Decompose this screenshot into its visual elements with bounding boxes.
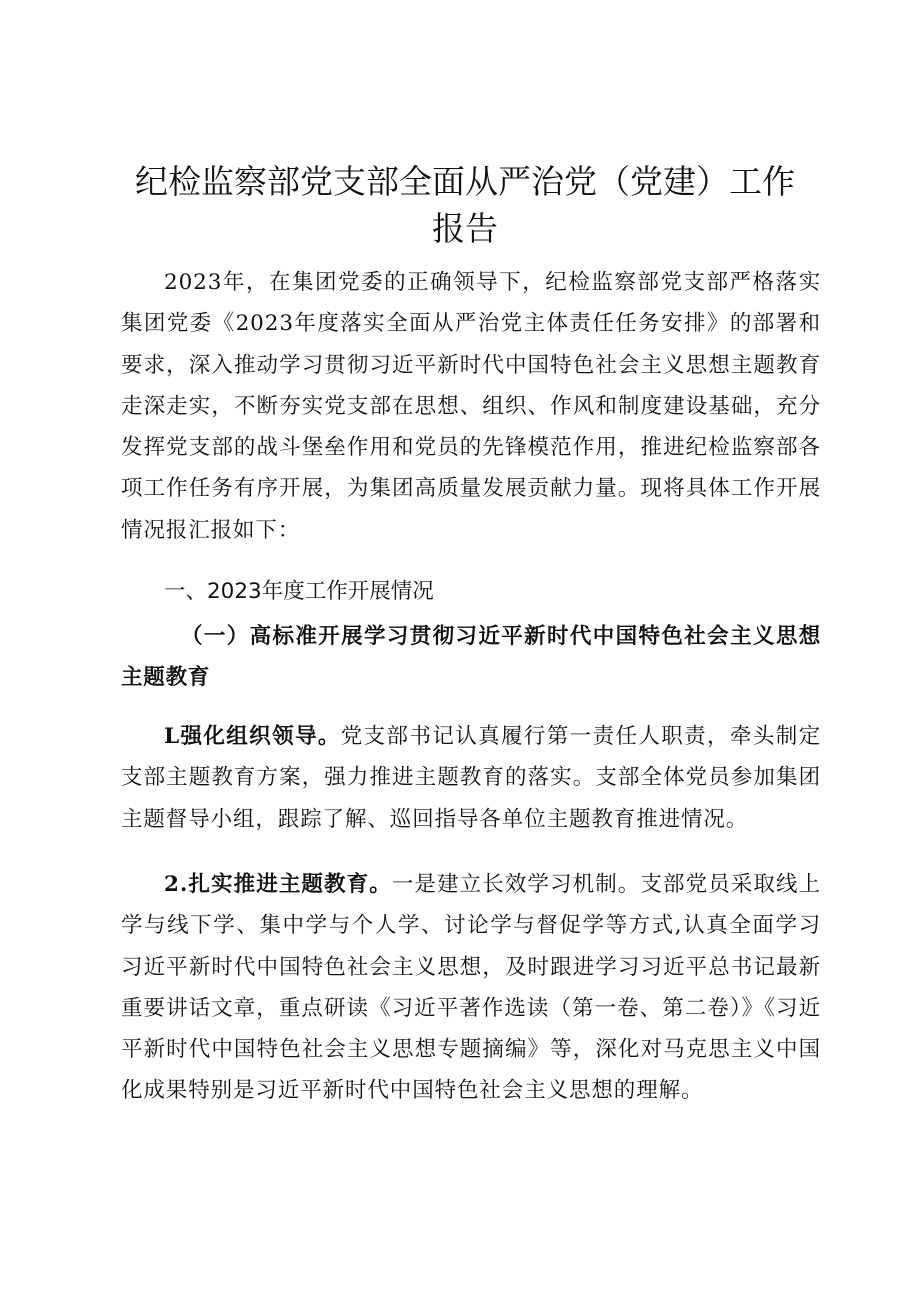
- item-2-paragraph: [121, 864, 821, 1112]
- item-1-paragraph: [121, 716, 821, 840]
- subsection-heading: （一）高标准开展学习贯彻习近平新时代中国特色社会主义思想主题教育: [121, 624, 821, 691]
- item-2-text: 一是建立长效学习机制。支部党员采取线上学与线下学、集中学与个人学、讨论学与督促学等方式,认真全面学习习近平新时代中国特色社会主义思想，及时跟进学习习近平总书记最新重要讲话文章，重点研读《习近平著作选读（第一卷、第二卷）》《习近平新时代中国特色社会主义思想专题摘编》等，深化对马克思主义中国化成果特别是习近平新时代中国特色社会主义思想的理解。: [121, 872, 821, 1104]
- title-line-2: 报告: [432, 209, 498, 248]
- section-heading: 一、2023年度工作开展情况: [164, 579, 434, 604]
- intro-paragraph: 2023年，在集团党委的正确领导下，纪检监察部党支部严格落实集团党委《2023年度落实全面从严治党主体责任任务安排》的部署和要求，深入推动学习贯彻习近平新时代中国特色社会主义思想主题教育走深走实，不断夯实党支部在思想、组织、作风和制度建设基础，充分发挥党支部的战斗堡垒作用和党员的先锋模范作用，推进纪检监察部各项工作任务有序开展，为集团高质量发展贡献力量。现将具体工作开展情况报汇报如下：: [121, 270, 821, 543]
- item-2-lead: 2.扎实推进主题教育。: [164, 872, 392, 897]
- item-1-lead: L强化组织领导。: [164, 724, 341, 749]
- title-line-1: 纪检监察部党支部全面从严治党（党建）工作: [135, 162, 795, 201]
- item-1-text: 党支部书记认真履行第一责任人职责，牵头制定支部主题教育方案，强力推进主题教育的落实。支部全体党员参加集团主题督导小组，跟踪了解、巡回指导各单位主题教育推进情况。: [121, 724, 822, 832]
- document-title: [100, 158, 830, 252]
